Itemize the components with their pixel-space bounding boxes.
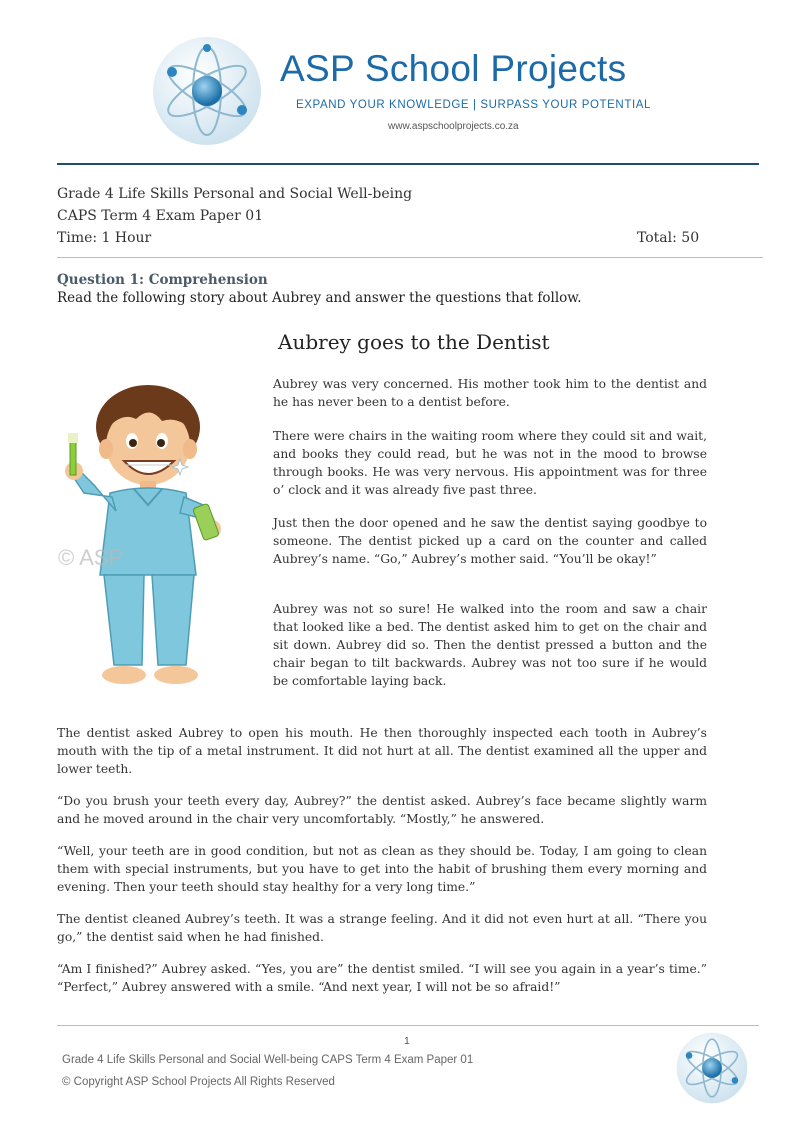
watermark-text: © ASP: [58, 545, 124, 570]
exam-term: CAPS Term 4 Exam Paper 01: [57, 208, 264, 224]
story-paragraph: “Well, your teeth are in good condition, but not as clean as they should be. Today, I am going to clean them with special instruments, but you have to get into the habit of brushing them every morning and evening. Then your teeth should stay healthy for a very long time.”: [57, 844, 707, 894]
exam-subject: Grade 4 Life Skills Personal and Social Well-being: [57, 186, 413, 202]
story-paragraph: The dentist asked Aubrey to open his mouth. He then thoroughly inspected each tooth in Aubrey’s mouth with the tip of a metal instrument. It did not hurt at all. The dentist examined all the upper and lower teeth.: [57, 726, 707, 776]
website-url: www.aspschoolprojects.co.za: [388, 121, 519, 132]
footer-divider: [57, 1025, 759, 1026]
exam-total: Total: 50: [637, 230, 700, 246]
exam-time: Time: 1 Hour: [57, 230, 152, 246]
atom-logo-small-icon: [676, 1032, 748, 1104]
boy-with-toothbrush-illustration: [50, 375, 240, 695]
brand-tagline: EXPAND YOUR KNOWLEDGE | SURPASS YOUR POTENTIAL: [296, 99, 652, 111]
story-paragraph: There were chairs in the waiting room where they could sit and wait, and books they could read, but he was not in the mood to browse through books. He was very nervous. His appointment was for three o’ clock and it was already five past three.: [273, 429, 707, 497]
footer-title: Grade 4 Life Skills Personal and Social Well-being CAPS Term 4 Exam Paper 01: [62, 1054, 474, 1066]
story-paragraph: The dentist cleaned Aubrey’s teeth. It was a strange feeling. And it did not even hurt at all. “There you go,” the dentist said when he had finished.: [57, 912, 707, 944]
question-instruction: Read the following story about Aubrey and answer the questions that follow.: [57, 290, 582, 306]
story-title: Aubrey goes to the Dentist: [278, 330, 550, 354]
story-paragraph: “Do you brush your teeth every day, Aubrey?” the dentist asked. Aubrey’s face became slightly warm and he moved around in the chair very uncomfortably. “Mostly,” he answered.: [57, 794, 707, 826]
atom-logo-icon: [152, 36, 262, 146]
question-title: Question 1: Comprehension: [57, 272, 268, 288]
story-paragraph: Just then the door opened and he saw the dentist saying goodbye to someone. The dentist picked up a card on the counter and called Aubrey’s name. “Go,” Aubrey’s mother said. “You’ll be okay!”: [273, 516, 707, 566]
story-paragraph: “Am I finished?” Aubrey asked. “Yes, you are” the dentist smiled. “I will see you again in a year’s time.” “Perfect,” Aubrey answered with a smile. “And next year, I will not be so afraid!”: [57, 962, 707, 994]
footer-copyright: © Copyright ASP School Projects All Rights Reserved: [62, 1076, 335, 1088]
info-divider: [57, 257, 763, 258]
story-paragraph: Aubrey was very concerned. His mother took him to the dentist and he has never been to a dentist before.: [273, 377, 707, 409]
brand-name: ASP School Projects: [280, 48, 627, 89]
page-number: 1: [404, 1035, 410, 1047]
header-divider: [57, 163, 759, 165]
story-paragraph: Aubrey was not so sure! He walked into the room and saw a chair that looked like a bed. The dentist asked him to get on the chair and sit down. Aubrey did so. Then the dentist pressed a button and the chair began to tilt backwards. Aubrey was not too sure if he would be comfortable laying back.: [273, 602, 707, 688]
